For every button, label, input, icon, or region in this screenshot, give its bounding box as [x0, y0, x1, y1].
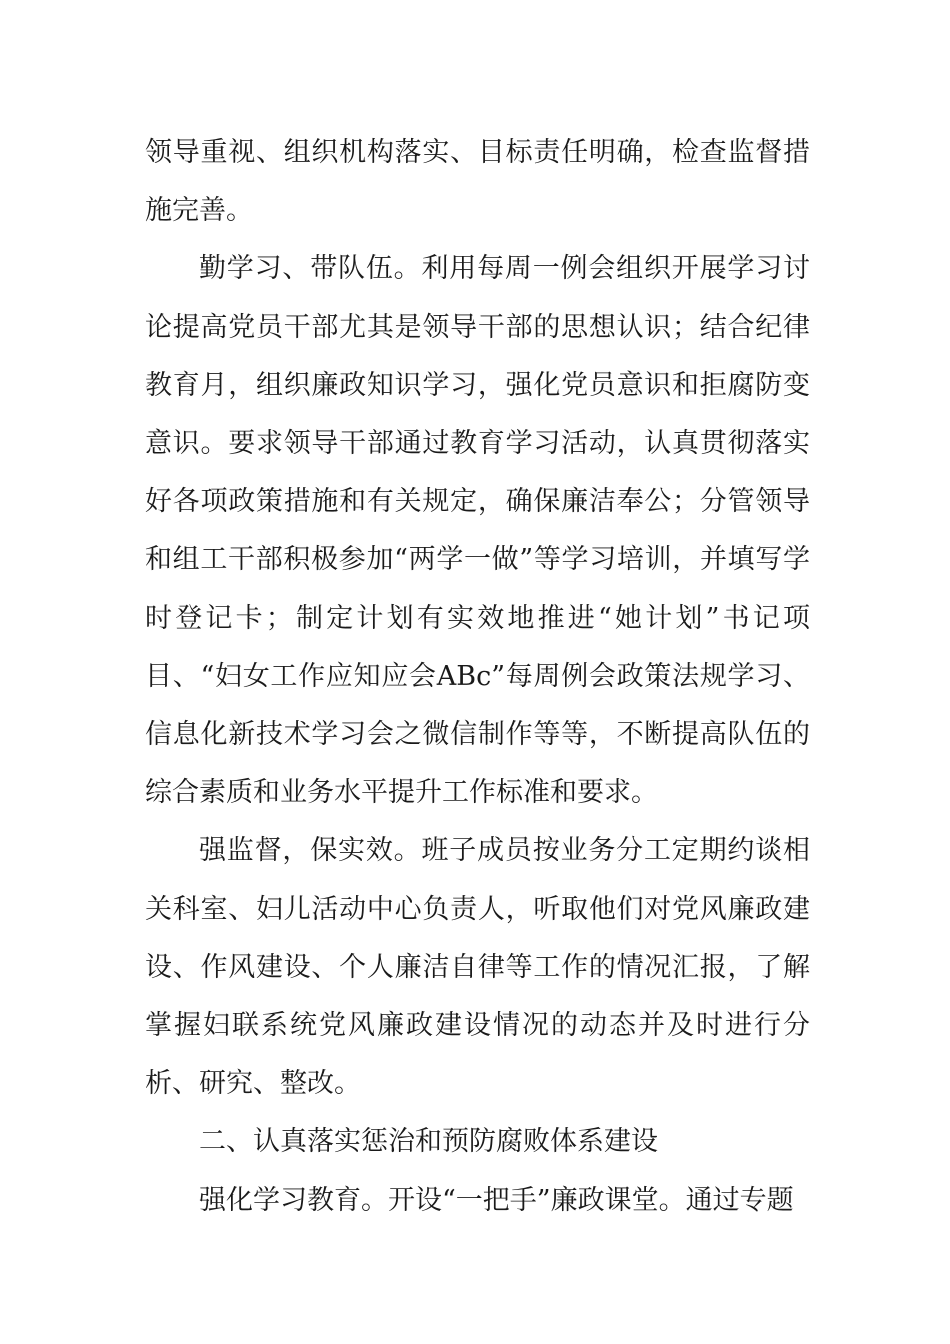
document-body — [145, 124, 810, 1230]
paragraph-education: 强化学习教育。开设“一把手”廉政课堂。通过专题 — [199, 1184, 794, 1216]
paragraph-supervision: 强监督，保实效。班子成员按业务分工定期约谈相关科室、妇儿活动中心负责人，听取他们对党风廉政建设、作风建设、个人廉洁自律等工作的情况汇报，了解掌握妇联系统党风廉政建设情况的动态并及时进行分析、研究、整改。 — [145, 835, 810, 1100]
paragraph-study-team: 勤学习、带队伍。利用每周一例会组织开展学习讨论提高党员干部尤其是领导干部的思想认识；结合纪律教育月，组织廉政知识学习，强化党员意识和拒腐防变意识。要求领导干部通过教育学习活动，认真贯彻落实好各项政策措施和有关规定，确保廉洁奉公；分管领导和组工干部积极参加“两学一做”等学习培训，并填写学时登记卡；制定计划有实效地推进“她计划”书记项目、“妇女工作应知应会ABc”每周例会政策法规学习、信息化新技术学习会之微信制作等等，不断提高队伍的综合素质和业务水平提升工作标准和要求。 — [145, 253, 810, 809]
paragraph-continuation: 领导重视、组织机构落实、目标责任明确，检查监督措施完善。 — [145, 137, 810, 227]
section-heading-anti-corruption: 二、认真落实惩治和预防腐败体系建设 — [199, 1126, 658, 1158]
